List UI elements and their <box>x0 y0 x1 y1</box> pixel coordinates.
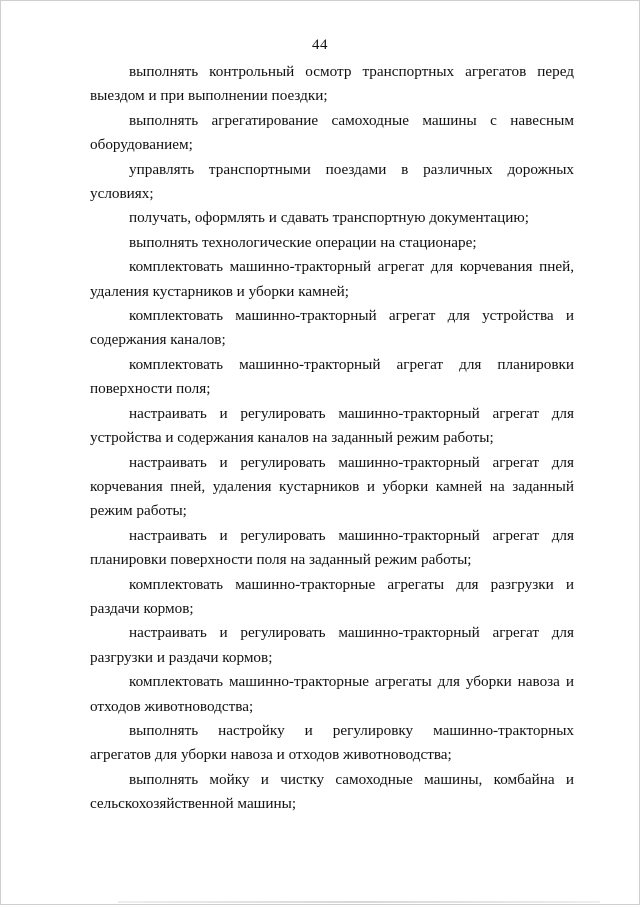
page-number: 44 <box>312 37 328 53</box>
paragraph: управлять транспортными поездами в различных дорожных условиях; <box>90 160 574 203</box>
paragraph: настраивать и регулировать машинно-тракторный агрегат для разгрузки и раздачи кормов; <box>90 624 574 666</box>
paragraph: комплектовать машинно-тракторный агрегат для планировки поверхности поля; <box>90 355 574 398</box>
paragraph: комплектовать машинно-тракторный агрегат для корчевания пней, удаления кустарников и уборки камней; <box>90 258 574 300</box>
paragraph: выполнять настройку и регулировку машинно-тракторных агрегатов для уборки навоза и отходов животноводства; <box>90 721 574 764</box>
paragraph: выполнять контрольный осмотр транспортных агрегатов перед выездом и при выполнении поездки; <box>90 63 574 105</box>
paragraph: настраивать и регулировать машинно-тракторный агрегат для устройства и содержания каналов на заданный режим работы; <box>90 404 574 447</box>
document-body <box>90 60 574 817</box>
paragraph: настраивать и регулировать машинно-тракторный агрегат для корчевания пней, удаления кустарников и уборки камней на заданный режим работы; <box>90 453 574 520</box>
paragraph: настраивать и регулировать машинно-тракторный агрегат для планировки поверхности поля на заданный режим работы; <box>90 526 574 569</box>
paragraph: получать, оформлять и сдавать транспортную документацию; <box>129 209 529 227</box>
paragraph: комплектовать машинно-тракторный агрегат для устройства и содержания каналов; <box>90 307 574 349</box>
paragraph: комплектовать машинно-тракторные агрегаты для уборки навоза и отходов животноводства; <box>90 673 574 715</box>
paragraph: комплектовать машинно-тракторные агрегаты для разгрузки и раздачи кормов; <box>90 575 574 617</box>
scan-edge-shadow <box>118 901 600 903</box>
paragraph: выполнять агрегатирование самоходные машины с навесным оборудованием; <box>90 111 574 154</box>
paragraph: выполнять мойку и чистку самоходные машины, комбайна и сельскохозяйственной машины; <box>90 770 574 813</box>
paragraph: выполнять технологические операции на стационаре; <box>129 233 477 251</box>
